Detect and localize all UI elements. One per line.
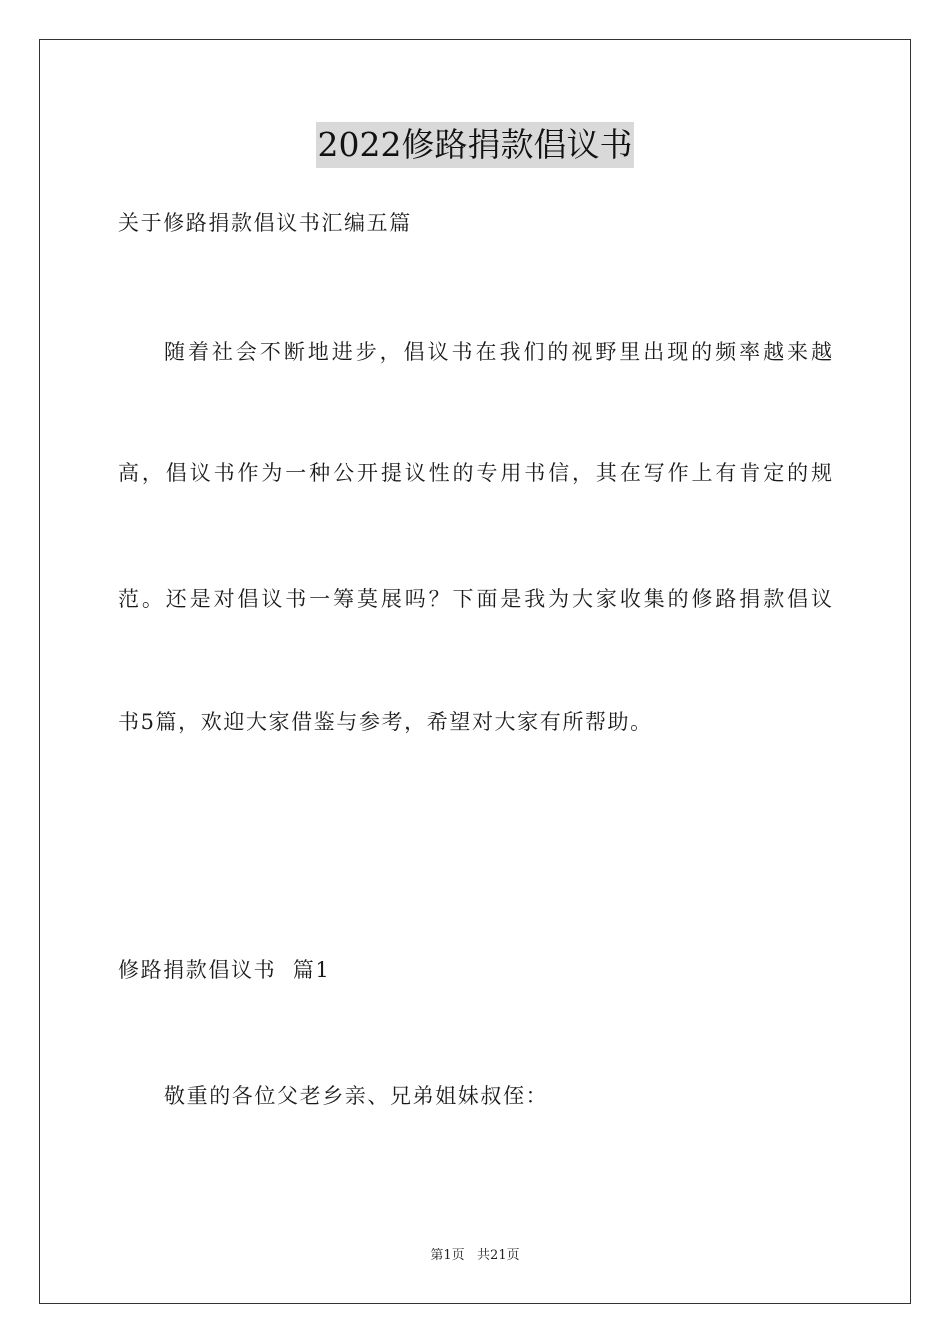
document-subtitle: 关于修路捐款倡议书汇编五篇 (118, 211, 412, 235)
document-title: 2022修路捐款倡议书 (316, 122, 635, 168)
title-container (0, 122, 950, 168)
paragraph-line-2: 高，倡议书作为一种公开提议性的专用书信，其在写作上有肯定的规 (118, 461, 832, 485)
paragraph-line-1: 随着社会不断地进步，倡议书在我们的视野里出现的频率越来越 (164, 340, 832, 364)
section-heading: 修路捐款倡议书 篇1 (118, 958, 331, 982)
salutation: 敬重的各位父老乡亲、兄弟姐妹叔侄： (164, 1084, 549, 1108)
paragraph-line-3: 范。还是对倡议书一筹莫展吗？下面是我为大家收集的修路捐款倡议 (118, 587, 832, 611)
paragraph-line-4: 书5篇，欢迎大家借鉴与参考，希望对大家有所帮助。 (118, 710, 653, 734)
page-footer: 第1页 共21页 (430, 1248, 520, 1263)
